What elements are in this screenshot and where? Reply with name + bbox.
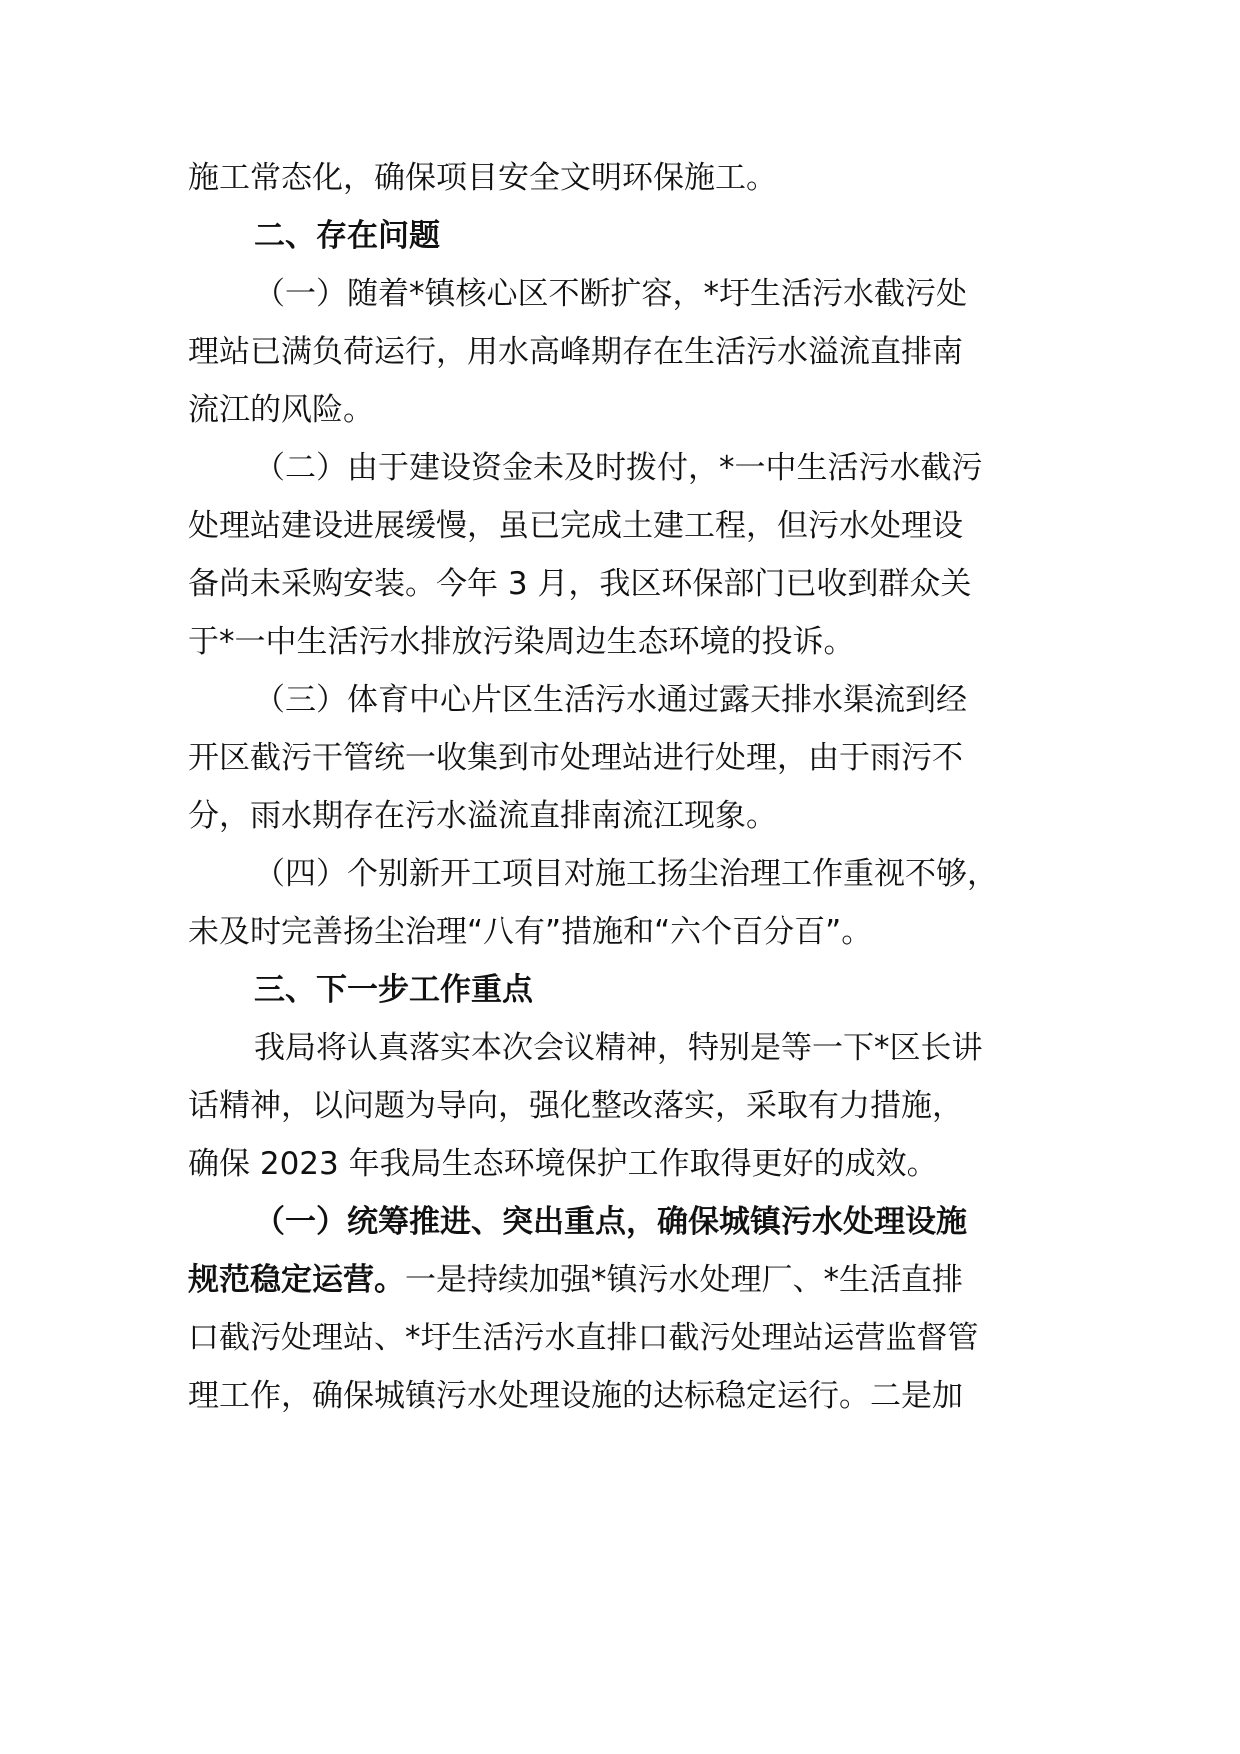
paragraph-line: 开区截污干管统一收集到市处理站进行处理，由于雨污不 bbox=[188, 740, 963, 776]
paragraph-line: （二）由于建设资金未及时拨付，*一中生活污水截污 bbox=[254, 450, 983, 486]
paragraph-line: 分，雨水期存在污水溢流直排南流江现象。 bbox=[188, 798, 777, 834]
paragraph-line-mixed bbox=[188, 1260, 963, 1300]
paragraph-line: 流江的风险。 bbox=[188, 392, 374, 428]
paragraph-line: 处理站建设进展缓慢，虽已完成土建工程，但污水处理设 bbox=[188, 508, 963, 544]
section-heading-problems: 二、存在问题 bbox=[254, 218, 440, 254]
paragraph-text: 一是持续加强*镇污水处理厂、*生活直排 bbox=[405, 1262, 963, 1298]
paragraph-line: 确保 2023 年我局生态环境保护工作取得更好的成效。 bbox=[188, 1146, 938, 1182]
paragraph-line: 未及时完善扬尘治理“八有”措施和“六个百分百”。 bbox=[188, 914, 873, 950]
paragraph-line: （一）随着*镇核心区不断扩容，*圩生活污水截污处 bbox=[254, 276, 967, 312]
paragraph-line: 于*一中生活污水排放污染周边生态环境的投诉。 bbox=[188, 624, 855, 660]
paragraph-line: 口截污处理站、*圩生活污水直排口截污处理站运营监督管 bbox=[188, 1320, 979, 1356]
paragraph-line: 理工作，确保城镇污水处理设施的达标稳定运行。二是加 bbox=[188, 1378, 963, 1414]
paragraph-line: （三）体育中心片区生活污水通过露天排水渠流到经 bbox=[254, 682, 967, 718]
paragraph-line: 备尚未采购安装。今年 3 月，我区环保部门已收到群众关 bbox=[188, 566, 972, 602]
subsection-heading: （一）统筹推进、突出重点，确保城镇污水处理设施 bbox=[254, 1204, 967, 1240]
paragraph-line: （四）个别新开工项目对施工扬尘治理工作重视不够， bbox=[254, 856, 998, 892]
subsection-heading-tail: 规范稳定运营。 bbox=[188, 1262, 405, 1298]
section-heading-next-steps: 三、下一步工作重点 bbox=[254, 972, 533, 1008]
paragraph-line: 理站已满负荷运行，用水高峰期存在生活污水溢流直排南 bbox=[188, 334, 963, 370]
paragraph-line: 施工常态化，确保项目安全文明环保施工。 bbox=[188, 160, 777, 196]
paragraph-line: 我局将认真落实本次会议精神，特别是等一下*区长讲 bbox=[254, 1030, 983, 1066]
paragraph-line: 话精神，以问题为导向，强化整改落实，采取有力措施， bbox=[188, 1088, 963, 1124]
